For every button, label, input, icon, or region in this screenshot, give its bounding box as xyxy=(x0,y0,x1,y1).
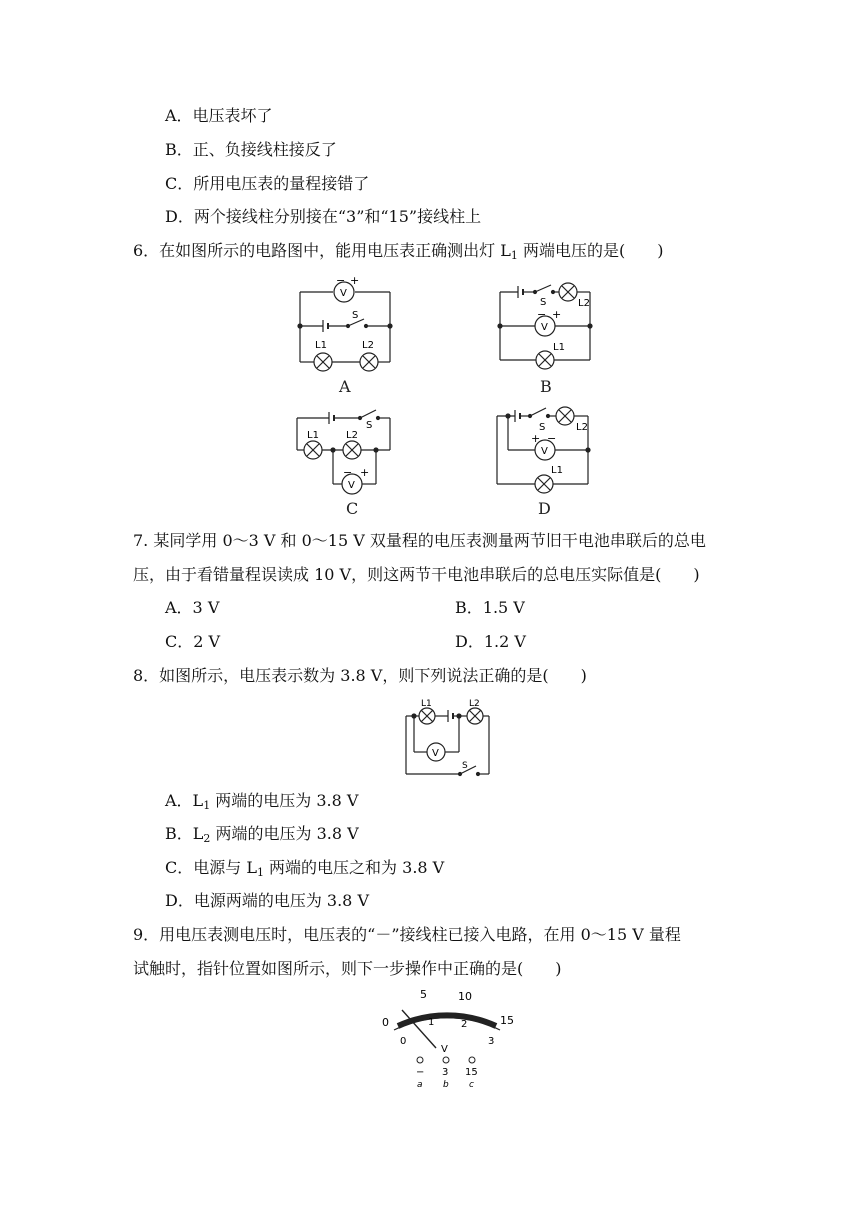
q8-option-b: B．$L_2$ 两端的电压为 3.8 V xyxy=(165,824,359,845)
q9-unit-v: V xyxy=(441,1044,448,1055)
q6b-lamp2-label: L2 xyxy=(578,298,590,309)
q6d-plus-label: + xyxy=(531,432,541,445)
q9-lower-2: 2 xyxy=(461,1019,468,1030)
q6a-plus-label: + xyxy=(350,274,360,287)
q9-lower-0: 0 xyxy=(400,1036,407,1047)
q6a-voltmeter-label: V xyxy=(340,288,347,299)
q6-label-d: D xyxy=(538,499,551,518)
q7-stem-line2: 压，由于看错量程误读成 10 V，则这两节干电池串联后的总电压实际值是( ) xyxy=(133,565,700,584)
q6c-lamp1-label: L1 xyxy=(307,430,319,441)
q8-switch-label: S xyxy=(462,761,468,771)
q9-letter-a: a xyxy=(417,1080,423,1090)
q7-option-d: D．1.2 V xyxy=(455,632,526,651)
q8-stem: 8．如图所示，电压表示数为 3.8 V，则下列说法正确的是( ) xyxy=(133,666,587,685)
q9-upper-0: 0 xyxy=(382,1016,389,1029)
q6b-lamp1-label: L1 xyxy=(553,342,565,353)
q8-lamp1-label: L1 xyxy=(421,699,432,709)
q9-upper-10: 10 xyxy=(458,990,472,1003)
q6b-plus-label: + xyxy=(552,308,562,321)
q8-voltmeter-label: V xyxy=(432,748,439,759)
q6a-switch-label: S xyxy=(352,310,359,321)
q6a-lamp1-label: L1 xyxy=(315,340,327,351)
q6c-minus-label: − xyxy=(343,466,353,479)
q8-lamp2-label: L2 xyxy=(469,699,480,709)
q6a-minus-label: − xyxy=(336,274,346,287)
q8-option-d: D．电源两端的电压为 3.8 V xyxy=(165,891,370,910)
q6b-minus-label: − xyxy=(537,308,547,321)
q6a-lamp2-label: L2 xyxy=(362,340,374,351)
q6-label-a: A xyxy=(339,377,351,396)
q6d-lamp2-label: L2 xyxy=(576,422,588,433)
q9-upper-15: 15 xyxy=(500,1014,514,1027)
q9-lower-1: 1 xyxy=(428,1017,435,1028)
q6-stem: 6．在如图所示的电路图中，能用电压表正确测出灯 $L_1$ 两端电压的是( ) xyxy=(133,241,664,262)
q6-label-b: B xyxy=(540,377,552,396)
q5-option-a: A．电压表坏了 xyxy=(165,106,273,125)
q7-option-a: A．3 V xyxy=(165,598,220,617)
q6b-voltmeter-label: V xyxy=(541,322,548,333)
q9-terminal-minus: − xyxy=(416,1067,425,1078)
q9-upper-5: 5 xyxy=(420,988,427,1001)
q9-terminal-3: 3 xyxy=(442,1067,449,1078)
q7-option-c: C．2 V xyxy=(165,632,221,651)
q5-option-c: C．所用电压表的量程接错了 xyxy=(165,174,370,193)
q9-letter-c: c xyxy=(469,1080,474,1090)
q6d-lamp1-label: L1 xyxy=(551,465,563,476)
q6c-voltmeter-label: V xyxy=(348,480,355,491)
q6c-lamp2-label: L2 xyxy=(346,430,358,441)
q8-option-c: C．电源与 $L_1$ 两端的电压之和为 3.8 V xyxy=(165,858,445,879)
q6c-switch-label: S xyxy=(366,420,373,431)
q9-stem-line2: 试触时，指针位置如图所示，则下一步操作中正确的是( ) xyxy=(133,959,562,978)
q6d-minus-label: − xyxy=(547,432,557,445)
q7-stem-line1: 7. 某同学用 0～3 V 和 0～15 V 双量程的电压表测量两节旧干电池串联后的总电 xyxy=(133,531,706,550)
q5-option-b: B．正、负接线柱接反了 xyxy=(165,140,337,159)
q7-option-b: B．1.5 V xyxy=(455,598,525,617)
q6d-switch-label: S xyxy=(539,422,546,433)
q6-label-c: C xyxy=(346,499,359,518)
q9-terminal-15: 15 xyxy=(465,1067,478,1078)
q6c-plus-label: + xyxy=(360,466,370,479)
q5-option-d: D．两个接线柱分别接在“3”和“15”接线柱上 xyxy=(165,207,482,226)
q9-stem-line1: 9．用电压表测电压时，电压表的“－”接线柱已接入电路，在用 0～15 V 量程 xyxy=(133,925,681,944)
q9-letter-b: b xyxy=(443,1080,449,1090)
q6d-voltmeter-label: V xyxy=(541,446,548,457)
q6b-switch-label: S xyxy=(540,297,547,308)
q9-lower-3: 3 xyxy=(488,1036,495,1047)
q8-option-a: A．$L_1$ 两端的电压为 3.8 V xyxy=(165,791,359,812)
